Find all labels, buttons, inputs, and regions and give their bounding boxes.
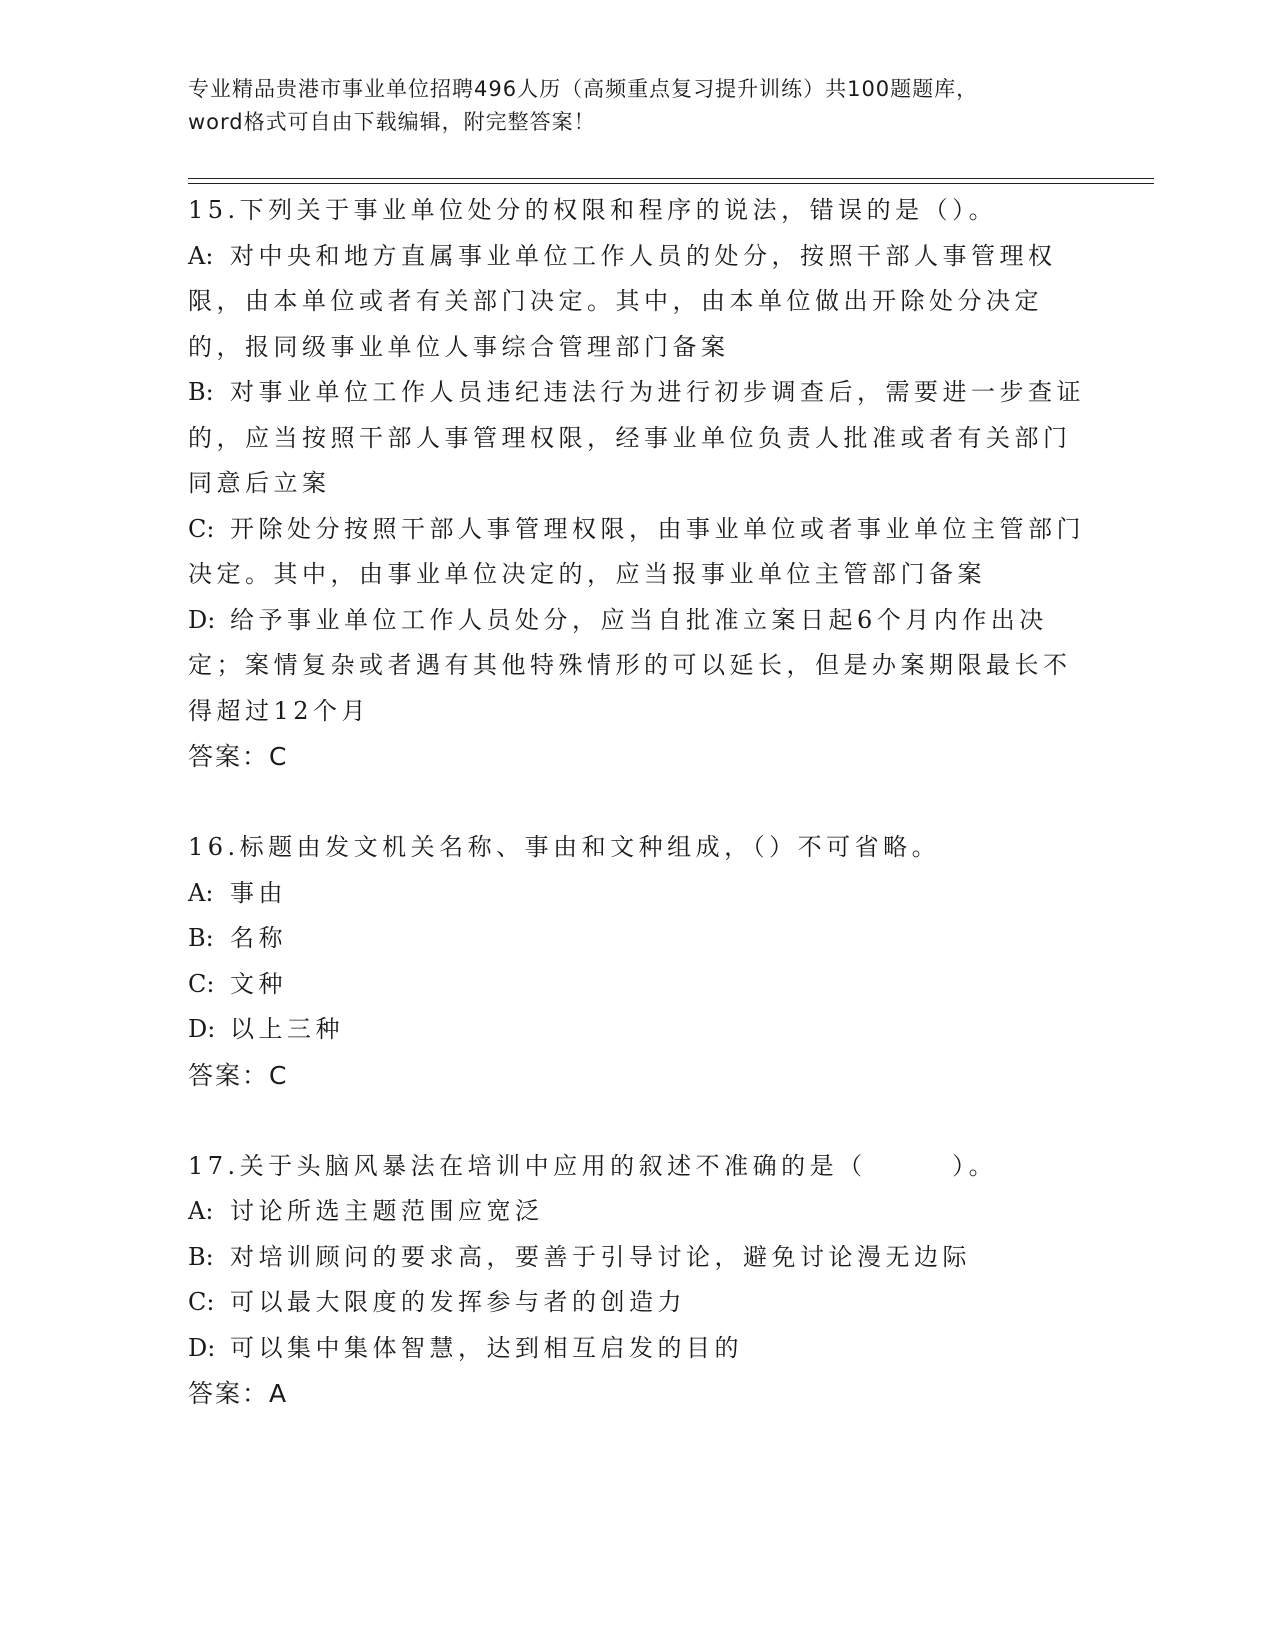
question-text: 下列关于事业单位处分的权限和程序的说法，错误的是（）。 [239,196,998,224]
option-d [188,1007,1088,1053]
option-key: B: [188,924,214,952]
question-stem [188,1144,1088,1190]
question-number: 17. [188,1151,240,1180]
option-text: 可以集中集体智慧，达到相互启发的目的 [230,1333,743,1362]
question-list [188,188,1088,1417]
option-key: D: [188,1015,216,1043]
option-b [188,370,1088,507]
question-text: 标题由发文机关名称、事由和文种组成，（）不可省略。 [239,833,941,861]
question-stem [188,188,1088,234]
option-c [188,1280,1088,1326]
option-key: A: [188,241,214,270]
question-16 [188,825,1088,1098]
option-key: C: [188,514,215,543]
option-key: C: [188,969,215,998]
option-c [188,962,1088,1008]
option-a [188,1189,1088,1235]
option-key: C: [188,1288,215,1316]
answer-line: 答案：C [188,742,289,771]
option-text: 开除处分按照干部人事管理权限，由事业单位或者事业单位主管部门决定。其中，由事业单位决定的，应当报事业单位主管部门备案 [188,514,1085,588]
option-key: B: [188,1242,214,1271]
question-text: 关于头脑风暴法在培训中应用的叙述不准确的是（ ）。 [239,1151,998,1180]
option-text: 以上三种 [230,1015,344,1043]
question-17 [188,1144,1088,1417]
document-header: 专业精品贵港市事业单位招聘496人历（高频重点复习提升训练）共100题题库，word格式可自由下载编辑，附完整答案！ [188,77,979,134]
option-key: A: [188,1197,214,1225]
option-key: B: [188,378,214,406]
option-key: D: [188,605,216,634]
option-text: 给予事业单位工作人员处分，应当自批准立案日起6个月内作出决定；案情复杂或者遇有其他特殊情形的可以延长，但是办案期限最长不得超过12个月 [188,605,1072,725]
option-text: 讨论所选主题范围应宽泛 [230,1197,544,1225]
option-key: A: [188,878,214,907]
option-key: D: [188,1333,216,1362]
header-double-rule [188,178,1154,184]
option-text: 事由 [230,878,287,907]
option-b [188,916,1088,962]
option-b [188,1235,1088,1281]
answer-line: 答案：C [188,1060,289,1090]
option-text: 对中央和地方直属事业单位工作人员的处分，按照干部人事管理权限，由本单位或者有关部门决定。其中，由本单位做出开除处分决定的，报同级事业单位人事综合管理部门备案 [188,241,1057,361]
option-text: 对事业单位工作人员违纪违法行为进行初步调查后，需要进一步查证的，应当按照干部人事管理权限，经事业单位负责人批准或者有关部门同意后立案 [188,378,1085,497]
option-d [188,1326,1088,1372]
option-c [188,507,1088,598]
option-a [188,234,1088,371]
option-text: 文种 [230,969,287,998]
option-text: 可以最大限度的发挥参与者的创造力 [230,1288,686,1316]
option-text: 名称 [230,924,287,952]
answer-line: 答案：A [188,1379,289,1408]
question-number: 16. [188,833,240,861]
question-stem [188,825,1088,871]
option-text: 对培训顾问的要求高，要善于引导讨论，避免讨论漫无边际 [230,1242,971,1271]
option-a [188,871,1088,917]
option-d [188,598,1088,735]
question-number: 15. [188,196,240,224]
question-15 [188,188,1088,780]
